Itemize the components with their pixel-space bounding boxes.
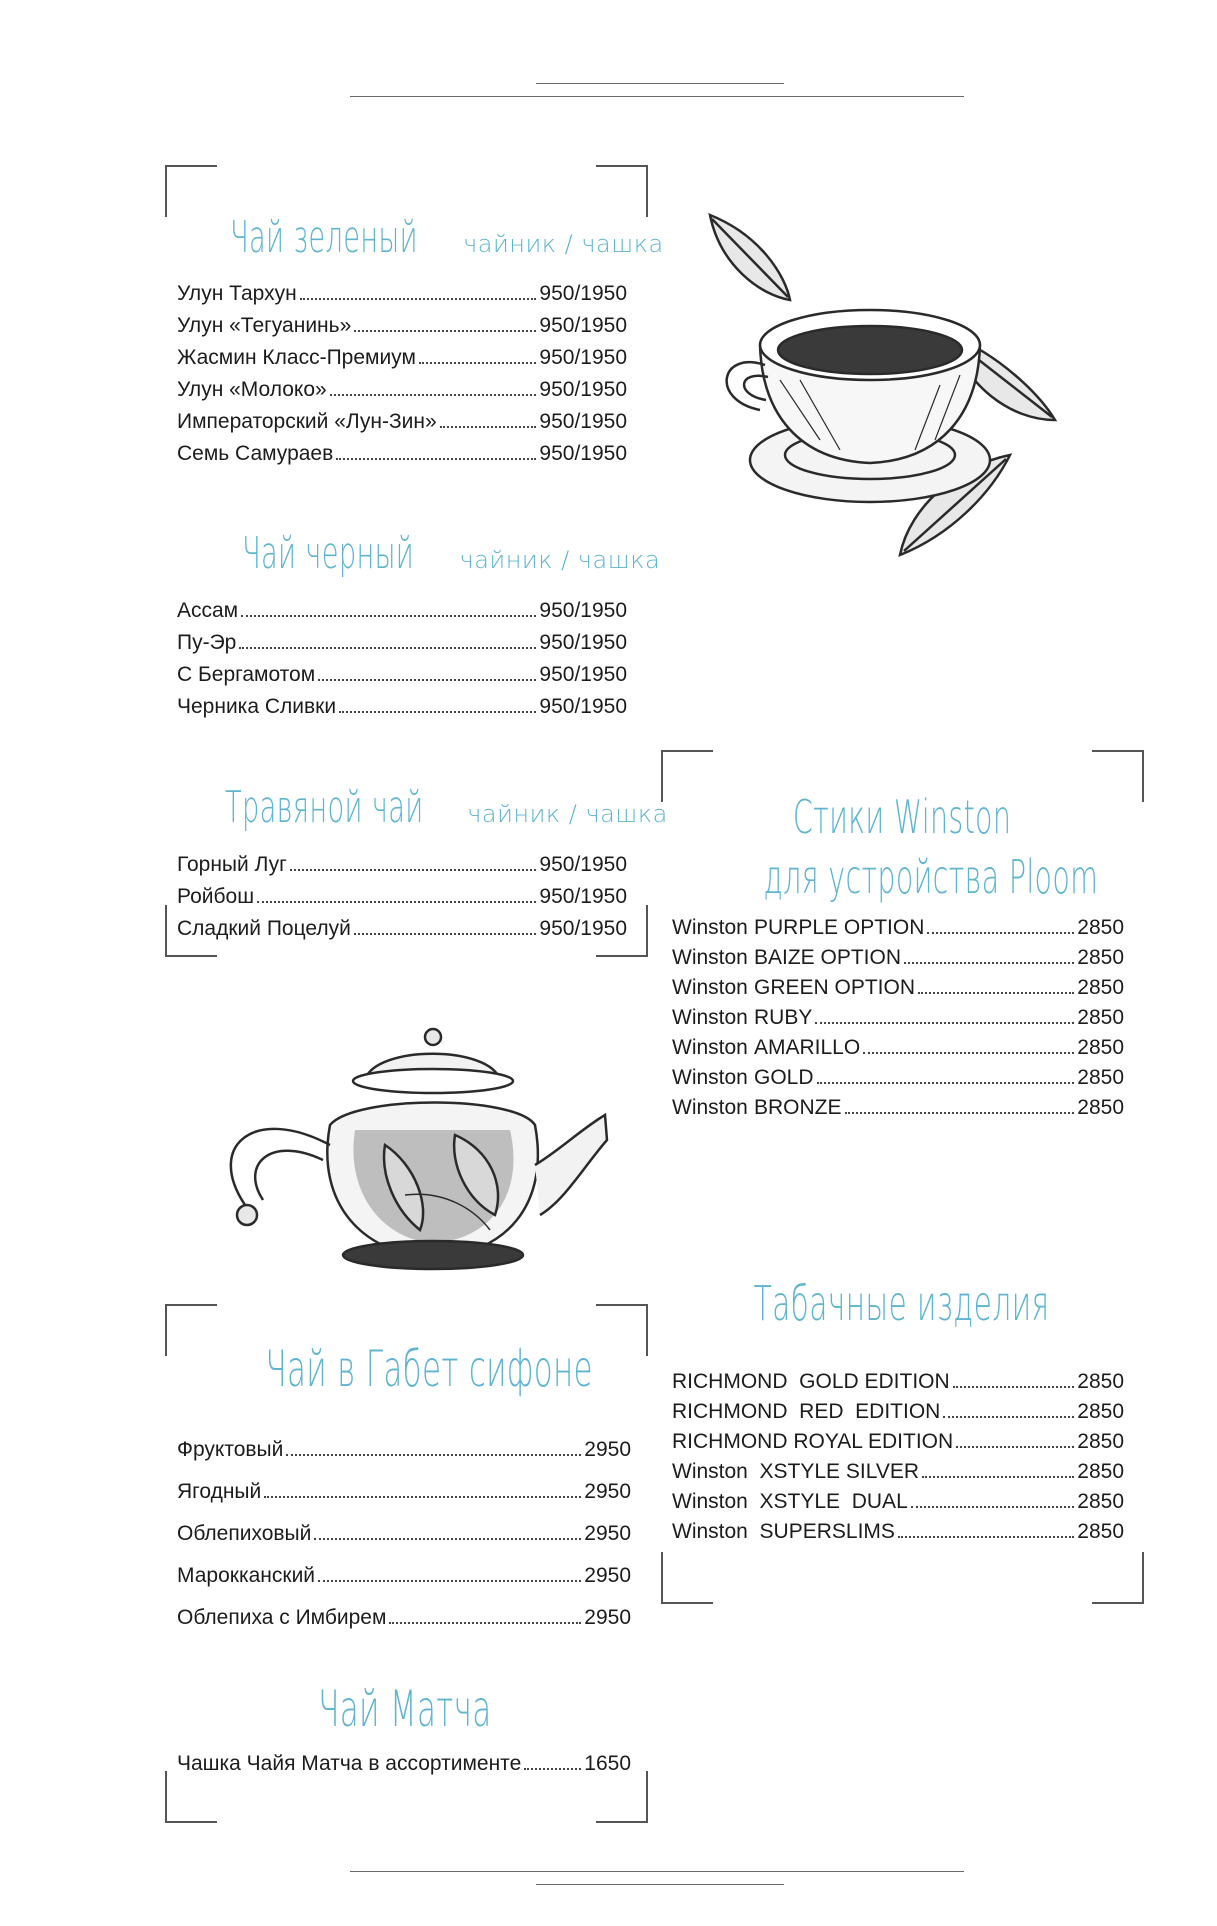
list-item: Марокканский 2950 bbox=[177, 1564, 631, 1587]
frame-corner bbox=[596, 165, 648, 217]
list-item: Winston XSTYLE SILVER 2850 bbox=[672, 1460, 1124, 1483]
list-item: RICHMOND GOLD EDITION 2850 bbox=[672, 1370, 1124, 1393]
list-item: Черника Сливки 950/1950 bbox=[177, 695, 627, 718]
list-item: Winston SUPERSLIMS 2850 bbox=[672, 1520, 1124, 1543]
list-item: Императорский «Лун-Зин» 950/1950 bbox=[177, 410, 627, 433]
frame-corner bbox=[165, 165, 217, 217]
matcha-title: Чай Матча bbox=[318, 1680, 492, 1738]
list-item: Winston AMARILLO 2850 bbox=[672, 1036, 1124, 1059]
winston-sticks-list bbox=[672, 910, 1124, 1120]
list-item: Улун Тархун 950/1950 bbox=[177, 282, 627, 305]
list-item: Фруктовый 2950 bbox=[177, 1438, 631, 1461]
winston-sticks-title-line1: Стики Winston bbox=[792, 790, 1012, 844]
footer-rule-long bbox=[350, 1871, 964, 1872]
tobacco-list bbox=[672, 1364, 1124, 1544]
green-tea-list bbox=[177, 274, 627, 466]
list-item: Winston RUBY 2850 bbox=[672, 1006, 1124, 1029]
frame-corner bbox=[165, 1771, 217, 1823]
matcha-section bbox=[165, 1680, 645, 1750]
header-rule-short bbox=[536, 83, 784, 84]
list-item: Облепиха с Имбирем 2950 bbox=[177, 1606, 631, 1629]
header-rule-long bbox=[350, 96, 964, 97]
siphon-tea-list bbox=[177, 1420, 631, 1630]
list-item: Winston PURPLE OPTION 2850 bbox=[672, 916, 1124, 939]
tobacco-section bbox=[661, 1276, 1143, 1346]
frame-corner bbox=[596, 1771, 648, 1823]
list-item: Winston GREEN OPTION 2850 bbox=[672, 976, 1124, 999]
siphon-tea-title: Чай в Габет сифоне bbox=[265, 1340, 593, 1398]
list-item: RICHMOND ROYAL EDITION 2850 bbox=[672, 1430, 1124, 1453]
list-item: Winston BAIZE OPTION 2850 bbox=[672, 946, 1124, 969]
list-item: Winston BRONZE 2850 bbox=[672, 1096, 1124, 1119]
frame-corner bbox=[1092, 1552, 1144, 1604]
footer-rule-short bbox=[536, 1884, 784, 1885]
list-item: Ассам 950/1950 bbox=[177, 599, 627, 622]
list-item: С Бергамотом 950/1950 bbox=[177, 663, 627, 686]
list-item: Чашка Чайя Матча в ассортименте 1650 bbox=[177, 1752, 631, 1775]
black-tea-title: Чай черный чайник / чашка bbox=[242, 528, 661, 579]
herbal-tea-title: Травяной чай чайник / чашка bbox=[225, 782, 668, 833]
list-item: Улун «Молоко» 950/1950 bbox=[177, 378, 627, 401]
green-tea-title: Чай зеленый чайник / чашка bbox=[230, 212, 664, 263]
frame-corner bbox=[661, 1552, 713, 1604]
winston-sticks-title-line2: для устройства Ploom bbox=[763, 850, 1099, 904]
teapot-illustration bbox=[205, 1015, 615, 1275]
list-item: Winston GOLD 2850 bbox=[672, 1066, 1124, 1089]
herbal-tea-list bbox=[177, 845, 627, 941]
list-item: Облепиховый 2950 bbox=[177, 1522, 631, 1545]
list-item: Сладкий Поцелуй 950/1950 bbox=[177, 917, 627, 940]
list-item: Ягодный 2950 bbox=[177, 1480, 631, 1503]
list-item: Горный Луг 950/1950 bbox=[177, 853, 627, 876]
list-item: Пу-Эр 950/1950 bbox=[177, 631, 627, 654]
list-item: Улун «Тегуанинь» 950/1950 bbox=[177, 314, 627, 337]
tobacco-title: Табачные изделия bbox=[754, 1276, 1050, 1332]
winston-sticks-section bbox=[661, 790, 1143, 910]
list-item: Winston XSTYLE DUAL 2850 bbox=[672, 1490, 1124, 1513]
list-item: Семь Самураев 950/1950 bbox=[177, 442, 627, 465]
list-item: RICHMOND RED EDITION 2850 bbox=[672, 1400, 1124, 1423]
teacup-illustration bbox=[700, 205, 1090, 565]
matcha-list bbox=[177, 1744, 631, 1776]
list-item: Ройбош 950/1950 bbox=[177, 885, 627, 908]
list-item: Жасмин Класс-Премиум 950/1950 bbox=[177, 346, 627, 369]
black-tea-list bbox=[177, 591, 627, 719]
siphon-tea-section bbox=[165, 1340, 645, 1420]
